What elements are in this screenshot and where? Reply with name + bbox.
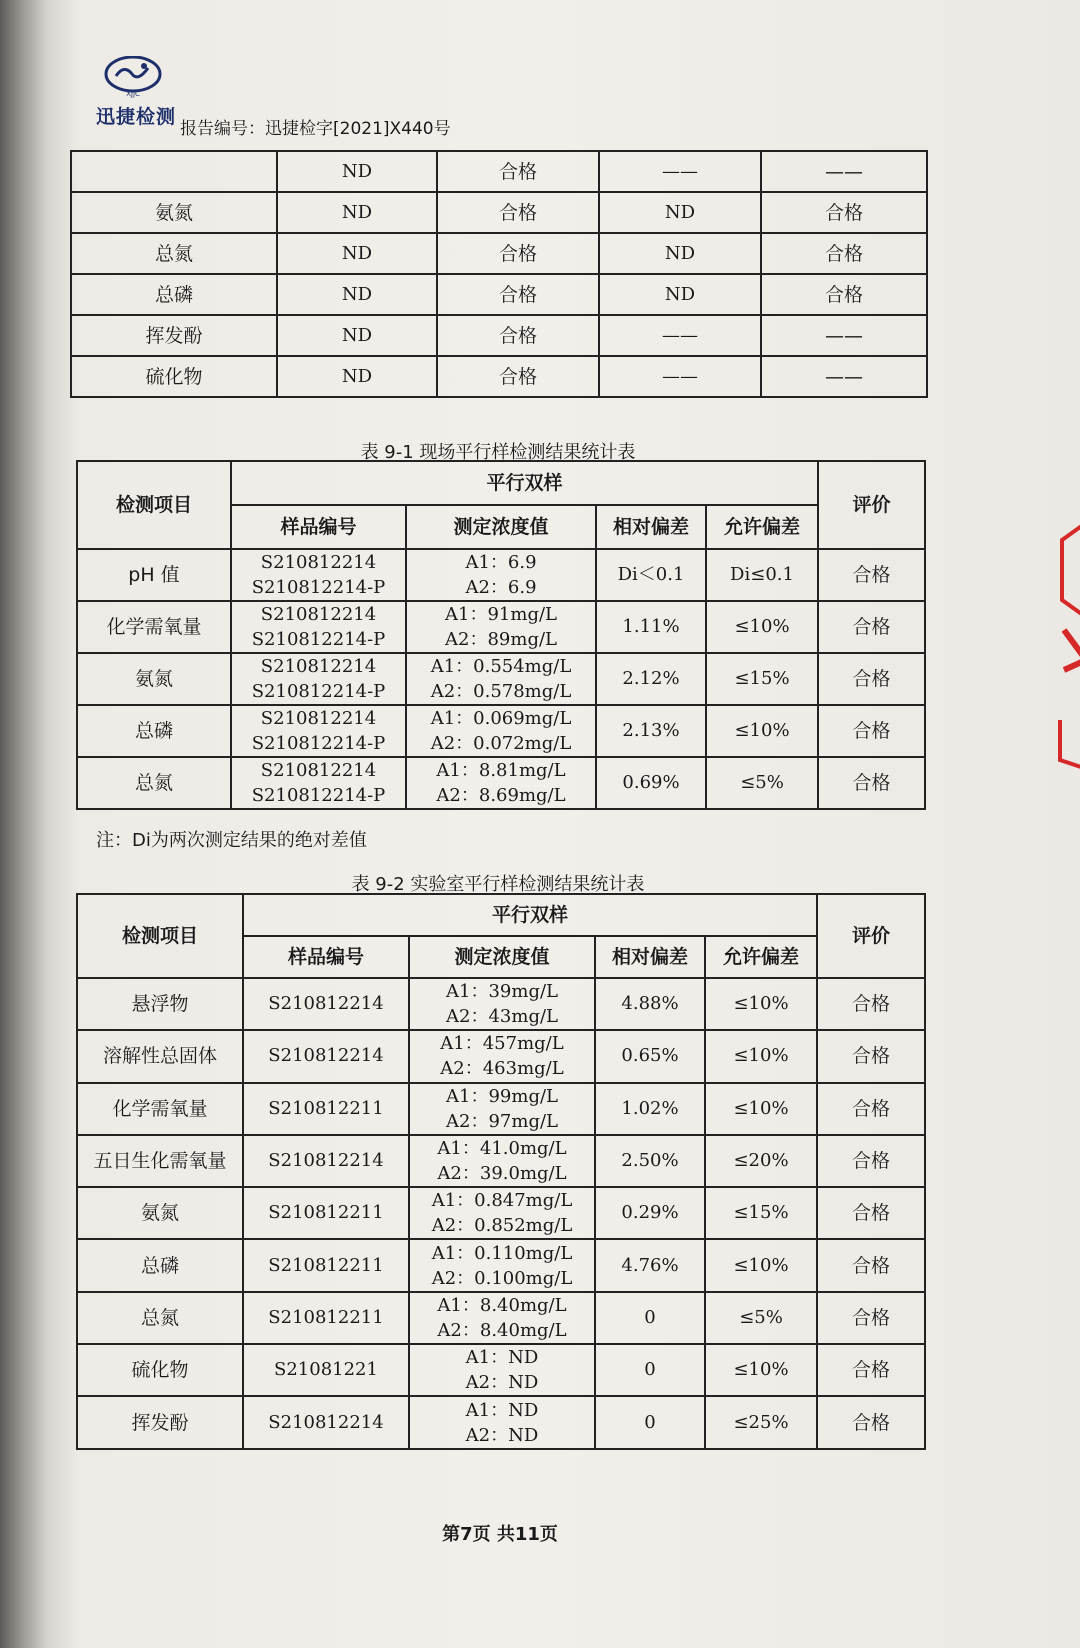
item-name: 硫化物 xyxy=(77,1344,243,1396)
relative-deviation: 1.11% xyxy=(596,601,706,653)
header-concentration: 测定浓度值 xyxy=(409,936,595,978)
sample-number-1: S210812214 xyxy=(260,604,377,625)
allowed-deviation: ≤10% xyxy=(705,1083,817,1135)
table-row xyxy=(77,1396,925,1448)
concentration-a2: A2：0.072mg/L xyxy=(430,733,572,754)
table-9-1-caption: 表 9-1 现场平行样检测结果统计表 xyxy=(360,442,636,463)
item-name: 氨氮 xyxy=(71,192,277,233)
value-cell: ND xyxy=(277,192,437,233)
item-name: 氨氮 xyxy=(77,1187,243,1239)
value-cell: ND xyxy=(599,192,761,233)
allowed-deviation: ≤10% xyxy=(705,978,817,1030)
table-9-1-note: 注：Di为两次测定结果的绝对差值 xyxy=(96,830,367,851)
value-cell: ND xyxy=(599,274,761,315)
evaluation: 合格 xyxy=(818,601,925,653)
sample-number: S21081221 xyxy=(243,1344,409,1396)
concentration-a2: A2：ND xyxy=(465,1372,539,1394)
brand-name: 迅捷检测 xyxy=(96,106,177,128)
sample-number-1: S210812214 xyxy=(260,760,377,781)
logo-text: XJJC xyxy=(126,90,140,98)
red-seal-stamp-icon xyxy=(1050,520,1080,780)
relative-deviation: 0 xyxy=(595,1344,705,1396)
relative-deviation: 2.50% xyxy=(595,1135,705,1187)
concentration-cell xyxy=(406,757,596,809)
concentration-a2: A2：8.40mg/L xyxy=(437,1319,567,1341)
allowed-deviation: ≤10% xyxy=(705,1344,817,1396)
concentration-a1: A1：ND xyxy=(465,1347,539,1369)
concentration-a1: A1：0.110mg/L xyxy=(431,1242,573,1264)
sample-number-2: S210812214-P xyxy=(251,577,386,598)
table-row xyxy=(77,757,925,809)
concentration-a1: A1：0.554mg/L xyxy=(430,656,572,677)
item-name: 总氮 xyxy=(77,757,231,809)
concentration-a1: A1：39mg/L xyxy=(446,981,558,1003)
header-sample-number: 样品编号 xyxy=(231,505,406,549)
table-9-2-caption: 表 9-2 实验室平行样检测结果统计表 xyxy=(351,874,645,895)
concentration-cell xyxy=(409,1292,595,1344)
table-row xyxy=(77,705,925,757)
concentration-a1: A1：91mg/L xyxy=(445,604,557,625)
evaluation: 合格 xyxy=(818,757,925,809)
item-name: 总氮 xyxy=(71,233,277,274)
allowed-deviation: ≤5% xyxy=(705,1292,817,1344)
evaluation: 合格 xyxy=(817,1344,925,1396)
concentration-a2: A2：463mg/L xyxy=(440,1058,564,1080)
value-cell: —— xyxy=(599,315,761,356)
concentration-a2: A2：8.69mg/L xyxy=(436,785,566,806)
header-parallel-group: 平行双样 xyxy=(231,461,818,505)
header-allowed-deviation: 允许偏差 xyxy=(706,505,818,549)
concentration-a2: A2：6.9 xyxy=(465,577,537,598)
evaluation: 合格 xyxy=(818,705,925,757)
relative-deviation: 4.88% xyxy=(595,978,705,1030)
item-name: 硫化物 xyxy=(71,356,277,397)
allowed-deviation: Di≤0.1 xyxy=(706,549,818,601)
sample-number-cell xyxy=(231,653,406,705)
header-relative-deviation: 相对偏差 xyxy=(595,936,705,978)
concentration-cell xyxy=(409,1187,595,1239)
table-row xyxy=(77,601,925,653)
concentration-a1: A1：8.81mg/L xyxy=(436,760,566,781)
concentration-a1: A1：ND xyxy=(465,1399,539,1421)
sample-number: S210812214 xyxy=(243,1396,409,1448)
evaluation: 合格 xyxy=(817,1187,925,1239)
table-row xyxy=(77,1187,925,1239)
value-cell: ND xyxy=(277,274,437,315)
relative-deviation: 4.76% xyxy=(595,1239,705,1291)
item-name: 化学需氧量 xyxy=(77,1083,243,1135)
item-name: 悬浮物 xyxy=(77,978,243,1030)
relative-deviation: 1.02% xyxy=(595,1083,705,1135)
header-relative-deviation: 相对偏差 xyxy=(596,505,706,549)
header-allowed-deviation: 允许偏差 xyxy=(705,936,817,978)
sample-number-1: S210812214 xyxy=(260,552,377,573)
item-name xyxy=(71,151,277,192)
value-cell: ND xyxy=(599,233,761,274)
sample-number-2: S210812214-P xyxy=(251,785,386,806)
field-parallel-sample-table xyxy=(76,460,926,810)
concentration-a1: A1：8.40mg/L xyxy=(437,1294,567,1316)
concentration-cell xyxy=(406,601,596,653)
sample-number-2: S210812214-P xyxy=(251,629,386,650)
header-evaluation: 评价 xyxy=(818,461,925,549)
relative-deviation: 2.12% xyxy=(596,653,706,705)
table-row xyxy=(77,1083,925,1135)
evaluation: 合格 xyxy=(817,978,925,1030)
concentration-a1: A1：0.069mg/L xyxy=(430,708,572,729)
concentration-cell xyxy=(409,978,595,1030)
item-name: 五日生化需氧量 xyxy=(77,1135,243,1187)
concentration-a1: A1：99mg/L xyxy=(446,1085,558,1107)
concentration-a1: A1：457mg/L xyxy=(440,1033,564,1055)
evaluation: 合格 xyxy=(817,1030,925,1082)
sample-number-2: S210812214-P xyxy=(251,681,386,702)
concentration-cell xyxy=(409,1030,595,1082)
concentration-a2: A2：43mg/L xyxy=(446,1006,558,1028)
item-name: 挥发酚 xyxy=(71,315,277,356)
sample-number-1: S210812214 xyxy=(260,708,377,729)
concentration-cell xyxy=(409,1396,595,1448)
allowed-deviation: ≤10% xyxy=(705,1030,817,1082)
result-cell: 合格 xyxy=(437,192,599,233)
result-cell: —— xyxy=(761,356,927,397)
item-name: 氨氮 xyxy=(77,653,231,705)
sample-number: S210812211 xyxy=(243,1083,409,1135)
result-cell: 合格 xyxy=(761,274,927,315)
sample-number: S210812214 xyxy=(243,1030,409,1082)
result-cell: 合格 xyxy=(437,356,599,397)
allowed-deviation: ≤10% xyxy=(706,705,818,757)
concentration-cell xyxy=(409,1239,595,1291)
evaluation: 合格 xyxy=(818,653,925,705)
value-cell: ND xyxy=(277,151,437,192)
item-name: 总磷 xyxy=(77,705,231,757)
sample-number-cell xyxy=(231,757,406,809)
header-evaluation: 评价 xyxy=(817,894,925,978)
table-row xyxy=(77,1030,925,1082)
sample-number: S210812214 xyxy=(243,978,409,1030)
concentration-a2: A2：97mg/L xyxy=(446,1110,558,1132)
evaluation: 合格 xyxy=(817,1083,925,1135)
concentration-a1: A1：6.9 xyxy=(465,552,537,573)
page-number: 第7页 共11页 xyxy=(442,1524,558,1545)
sample-number: S210812211 xyxy=(243,1292,409,1344)
item-name: 溶解性总固体 xyxy=(77,1030,243,1082)
result-cell: —— xyxy=(761,315,927,356)
table-row xyxy=(71,192,927,233)
table-row xyxy=(77,1239,925,1291)
concentration-a2: A2：39.0mg/L xyxy=(437,1163,567,1185)
relative-deviation: 0 xyxy=(595,1396,705,1448)
concentration-a2: A2：0.852mg/L xyxy=(431,1215,573,1237)
relative-deviation: 0 xyxy=(595,1292,705,1344)
result-cell: 合格 xyxy=(761,233,927,274)
table-row xyxy=(77,1292,925,1344)
concentration-cell xyxy=(406,705,596,757)
allowed-deviation: ≤20% xyxy=(705,1135,817,1187)
allowed-deviation: ≤25% xyxy=(705,1396,817,1448)
value-cell: ND xyxy=(277,233,437,274)
sample-number: S210812211 xyxy=(243,1239,409,1291)
sample-number-2: S210812214-P xyxy=(251,733,386,754)
allowed-deviation: ≤10% xyxy=(705,1239,817,1291)
header-concentration: 测定浓度值 xyxy=(406,505,596,549)
concentration-cell xyxy=(406,653,596,705)
item-name: 化学需氧量 xyxy=(77,601,231,653)
lab-parallel-sample-table xyxy=(76,893,926,1450)
evaluation: 合格 xyxy=(817,1135,925,1187)
sample-number: S210812214 xyxy=(243,1135,409,1187)
item-name: 挥发酚 xyxy=(77,1396,243,1448)
result-cell: 合格 xyxy=(437,274,599,315)
relative-deviation: Di＜0.1 xyxy=(596,549,706,601)
table-row xyxy=(77,978,925,1030)
concentration-a2: A2：0.578mg/L xyxy=(430,681,572,702)
value-cell: ND xyxy=(277,315,437,356)
evaluation: 合格 xyxy=(817,1239,925,1291)
concentration-cell xyxy=(409,1135,595,1187)
item-name: 总磷 xyxy=(77,1239,243,1291)
evaluation: 合格 xyxy=(818,549,925,601)
sample-number-cell xyxy=(231,705,406,757)
concentration-cell xyxy=(409,1344,595,1396)
evaluation: 合格 xyxy=(817,1292,925,1344)
company-logo-icon xyxy=(104,56,162,98)
relative-deviation: 2.13% xyxy=(596,705,706,757)
result-cell: 合格 xyxy=(437,233,599,274)
result-cell: —— xyxy=(761,151,927,192)
concentration-a2: A2：89mg/L xyxy=(445,629,557,650)
concentration-a1: A1：41.0mg/L xyxy=(437,1138,567,1160)
item-name: 总氮 xyxy=(77,1292,243,1344)
table-row xyxy=(71,356,927,397)
table-row xyxy=(71,151,927,192)
sample-number: S210812211 xyxy=(243,1187,409,1239)
header-item: 检测项目 xyxy=(77,461,231,549)
table-row xyxy=(71,274,927,315)
value-cell: —— xyxy=(599,151,761,192)
relative-deviation: 0.65% xyxy=(595,1030,705,1082)
concentration-a2: A2：0.100mg/L xyxy=(431,1267,573,1289)
value-cell: —— xyxy=(599,356,761,397)
header-sample-number: 样品编号 xyxy=(243,936,409,978)
result-cell: 合格 xyxy=(761,192,927,233)
allowed-deviation: ≤10% xyxy=(706,601,818,653)
evaluation: 合格 xyxy=(817,1396,925,1448)
result-cell: 合格 xyxy=(437,315,599,356)
item-name: pH 值 xyxy=(77,549,231,601)
concentration-a2: A2：ND xyxy=(465,1424,539,1446)
value-cell: ND xyxy=(277,356,437,397)
header-item: 检测项目 xyxy=(77,894,243,978)
item-name: 总磷 xyxy=(71,274,277,315)
table-row xyxy=(77,1135,925,1187)
header-parallel-group: 平行双样 xyxy=(243,894,817,936)
results-table-continued xyxy=(70,150,928,398)
allowed-deviation: ≤15% xyxy=(706,653,818,705)
table-row xyxy=(77,1344,925,1396)
table-row xyxy=(77,653,925,705)
sample-number-cell xyxy=(231,601,406,653)
result-cell: 合格 xyxy=(437,151,599,192)
report-number: 报告编号：迅捷检字[2021]X440号 xyxy=(180,119,451,139)
sample-number-cell xyxy=(231,549,406,601)
report-header xyxy=(96,56,496,139)
concentration-a1: A1：0.847mg/L xyxy=(431,1190,573,1212)
table-row xyxy=(71,233,927,274)
table-row xyxy=(77,549,925,601)
table-row xyxy=(71,315,927,356)
relative-deviation: 0.69% xyxy=(596,757,706,809)
concentration-cell xyxy=(406,549,596,601)
relative-deviation: 0.29% xyxy=(595,1187,705,1239)
sample-number-1: S210812214 xyxy=(260,656,377,677)
allowed-deviation: ≤15% xyxy=(705,1187,817,1239)
concentration-cell xyxy=(409,1083,595,1135)
allowed-deviation: ≤5% xyxy=(706,757,818,809)
